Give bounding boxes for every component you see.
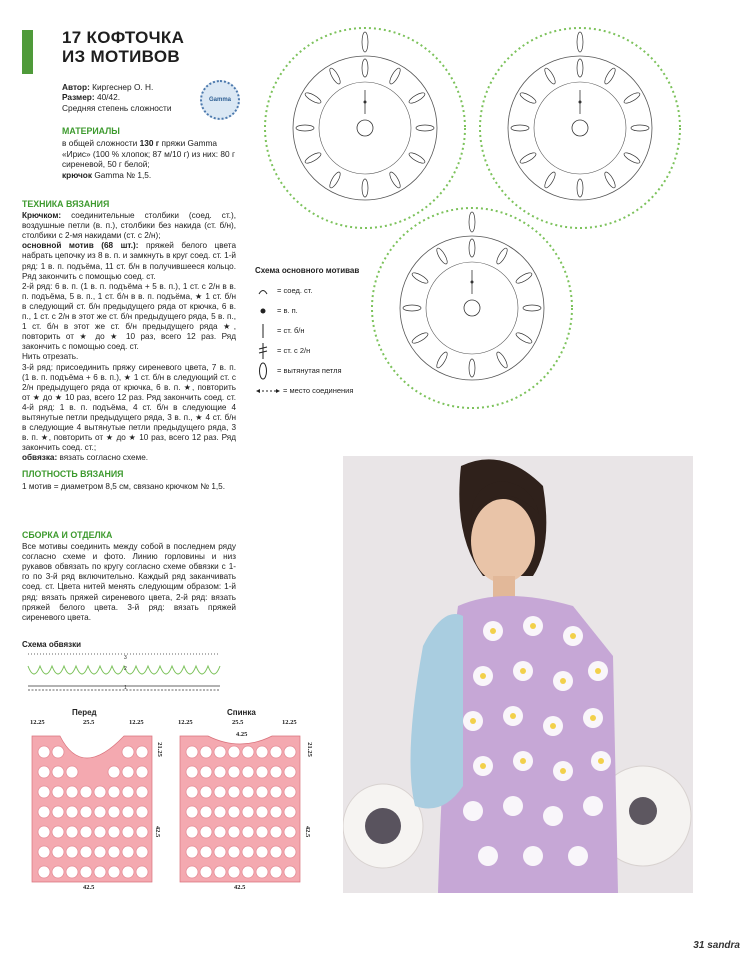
double-treble-icon [255, 343, 271, 359]
article-title: 17 КОФТОЧКА ИЗ МОТИВОВ [62, 28, 185, 66]
motif-legend: Схема основного мотивав = соед. ст. = в. п. = ст. б/н = ст. с 2/н = вытянутая петля = место соединения [255, 266, 375, 404]
back-schematic [176, 728, 306, 886]
elongated-loop-icon [255, 362, 271, 380]
dim-front-top-left: 12.25 [30, 719, 45, 726]
gamma-seal-logo: Gamma [200, 80, 240, 120]
dim-back-neck: 4.25 [236, 731, 248, 738]
page-footer: 31 sandra [693, 940, 740, 951]
single-crochet-icon [255, 324, 271, 338]
dim-back-right-top: 21.25 [305, 742, 313, 757]
assembly-section: СБОРКА И ОТДЕЛКА Все мотивы соединить между собой в последнем ряду согласно схеме и фото. Линию горловины и низ рукавов обвязать по кругу согласно схеме обвязки с 1-го по 3-й ряд включительно. Каждый ряд заканчивать соед. ст. Цвета нитей менять следующим образом: 1-й ряд: вязать пряжей сиреневого цвета, 2-й ряд: вязать пряжей белого цвета. 3-й ряд: вязать пряжей сиреневого цвета. [22, 530, 236, 622]
legend-item: = ст. б/н [255, 324, 375, 338]
dim-front-top-mid: 25.5 [83, 719, 95, 726]
dim-front-bottom: 42.5 [83, 884, 95, 891]
title-accent-bar [22, 30, 33, 74]
dim-back-right-mid: 42.5 [304, 825, 312, 838]
front-label: Перед [72, 708, 97, 717]
legend-item: = вытянутая петля [255, 364, 375, 378]
legend-item: = место соединения [255, 384, 375, 398]
front-schematic [28, 728, 158, 886]
binding-row-1: 1 [124, 685, 127, 691]
chain-stitch-icon [255, 308, 271, 314]
legend-item: = ст. с 2/н [255, 344, 375, 358]
binding-row-3: 3 [124, 655, 127, 661]
legend-item: = соед. ст. [255, 284, 375, 298]
back-label: Спинка [227, 708, 256, 717]
binding-chart [24, 650, 234, 696]
dim-back-top-left: 12.25 [178, 719, 193, 726]
model-photo [343, 456, 693, 893]
dim-front-top-right: 12.25 [129, 719, 144, 726]
slip-stitch-icon [255, 287, 271, 295]
legend-item: = в. п. [255, 304, 375, 318]
join-point-icon [255, 388, 281, 394]
dim-front-right-top: 21.25 [155, 742, 163, 757]
article-meta: Автор: Киргеснер О. Н. Размер: 40/42. Средняя степень сложности [62, 82, 172, 113]
technique-section: ТЕХНИКА ВЯЗАНИЯ Крючком: соединительные столбики (соед. ст.), воздушные петли (в. п.), столбики без накида (ст. б/н), столбики с 2-мя накидами (ст. с 2/н); основной мотив (68 шт.): пряжей белого цвета набрать цепочку из 8 в. п. и замкнуть в круг соед. ст. 1-й ряд: 1 в. п. подъёма, 11 ст. б/н в получившееся кольцо. Ряд закончить с помощью соед. ст. 2-й ряд: 6 в. п. (1 в. п. подъёма + 5 в. п.), 1 ст. с 2/н в в. п. подъёма, 5 в. п., 1 ст. б/н в в. п. подъёма, ★ 1 ст. б/н в следующий ст. б/н предыдущего ряда от крючка, 6 в. п., 1 ст. с 2/н в этот же ст. б/н предыдущего ряда, 5 в. п., 1 ст. б/н в этот же ст. б/н предыдущего ряда ★, повторить от ★ до ★ 10 раз, всего 12 раз. Ряд закончить с помощью соед. ст. Нить отрезать. 3-й ряд: присоединить пряжу сиреневого цвета, 7 в. п. (1 в. п. подъёма + 6 в. п.), ★ 1 ст. б/н в следующий ст. с 2/н предыдущего ряда от крючка, 6 в. п. ★, повторить от ★ до ★ 10 раз, всего 12 раз. Ряд закончить соед. ст. 4-й ряд: 1 в. п. подъёма, 4 ст. б/н в следующие 4 вытянутые петли предыдущего ряда, 3 в. п., ★ 4 ст. б/н в следующие 4 вытянутые петли предыдущего ряда, 3 в. п. ★, повторить от ★ до ★ 10 раз, всего 12 раз. Ряд закончить соед. ст.; обвязка: вязать согласно схеме. ПЛОТНОСТЬ ВЯЗАНИЯ 1 мотив = диаметром 8,5 см, связано крючком № 1,5. [22, 199, 236, 491]
dim-back-top-mid: 25.5 [232, 719, 244, 726]
dim-back-top-right: 12.25 [282, 719, 297, 726]
binding-chart-title: Схема обвязки [22, 640, 82, 649]
materials-section: МАТЕРИАЛЫ в общей сложности 130 г пряжи Gamma «Ирис» (100 % хлопок; 87 м/10 г) из них: 80 г сиреневой, 50 г белой; крючок Gamma № 1,5. [62, 126, 235, 180]
binding-row-2: 2 [124, 666, 127, 672]
dim-front-right-mid: 42.5 [154, 825, 162, 838]
dim-back-bottom: 42.5 [234, 884, 246, 891]
